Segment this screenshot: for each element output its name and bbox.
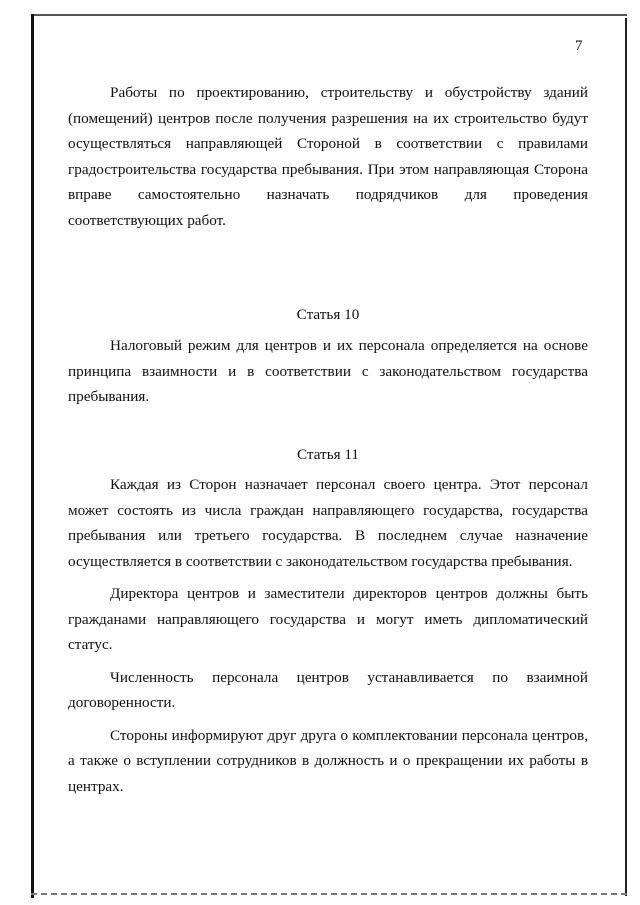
paragraph: Директора центров и заместители директоров центров должны быть гражданами направляющего государства и могут иметь дипломатический статус. (68, 585, 588, 653)
page-number: 7 (575, 38, 583, 54)
paragraph: Каждая из Сторон назначает персонал своего центра. Этот персонал может состоять из числа граждан направляющего государства, государства пребывания или третьего государства. В последнем случае назначение осуществляется в соответствии с законодательством государства пребывания. (68, 476, 588, 570)
page-border-top (31, 14, 627, 16)
article-11-heading: Статья 11 (296, 446, 360, 463)
intro-section (68, 80, 588, 233)
paragraph: Налоговый режим для центров и их персонала определяется на основе принципа взаимности и в соответствии с законодательством государства пребывания. (68, 337, 588, 405)
page-border-left (31, 14, 34, 898)
article-10-heading: Статья 10 (296, 306, 360, 323)
paragraph: Численность персонала центров устанавливается по взаимной договоренности. (68, 668, 588, 711)
paragraph: Стороны информируют друг друга о комплектовании персонала центров, а также о вступлении сотрудников в должность и о прекращении их работы в центрах. (68, 726, 588, 795)
page-border-right (625, 18, 627, 896)
paragraph: Работы по проектированию, строительству и обустройству зданий (помещений) центров после получения разрешения на их строительство будут осуществляться направляющей Стороной в соответствии с правилами градостроительства государства пребывания. При этом направляющая Сторона вправе самостоятельно назначать подрядчиков для проведения соответствующих работ. (68, 84, 588, 229)
article-10-section (68, 333, 588, 410)
page-border-bottom (31, 893, 627, 896)
article-11-section (68, 472, 588, 799)
